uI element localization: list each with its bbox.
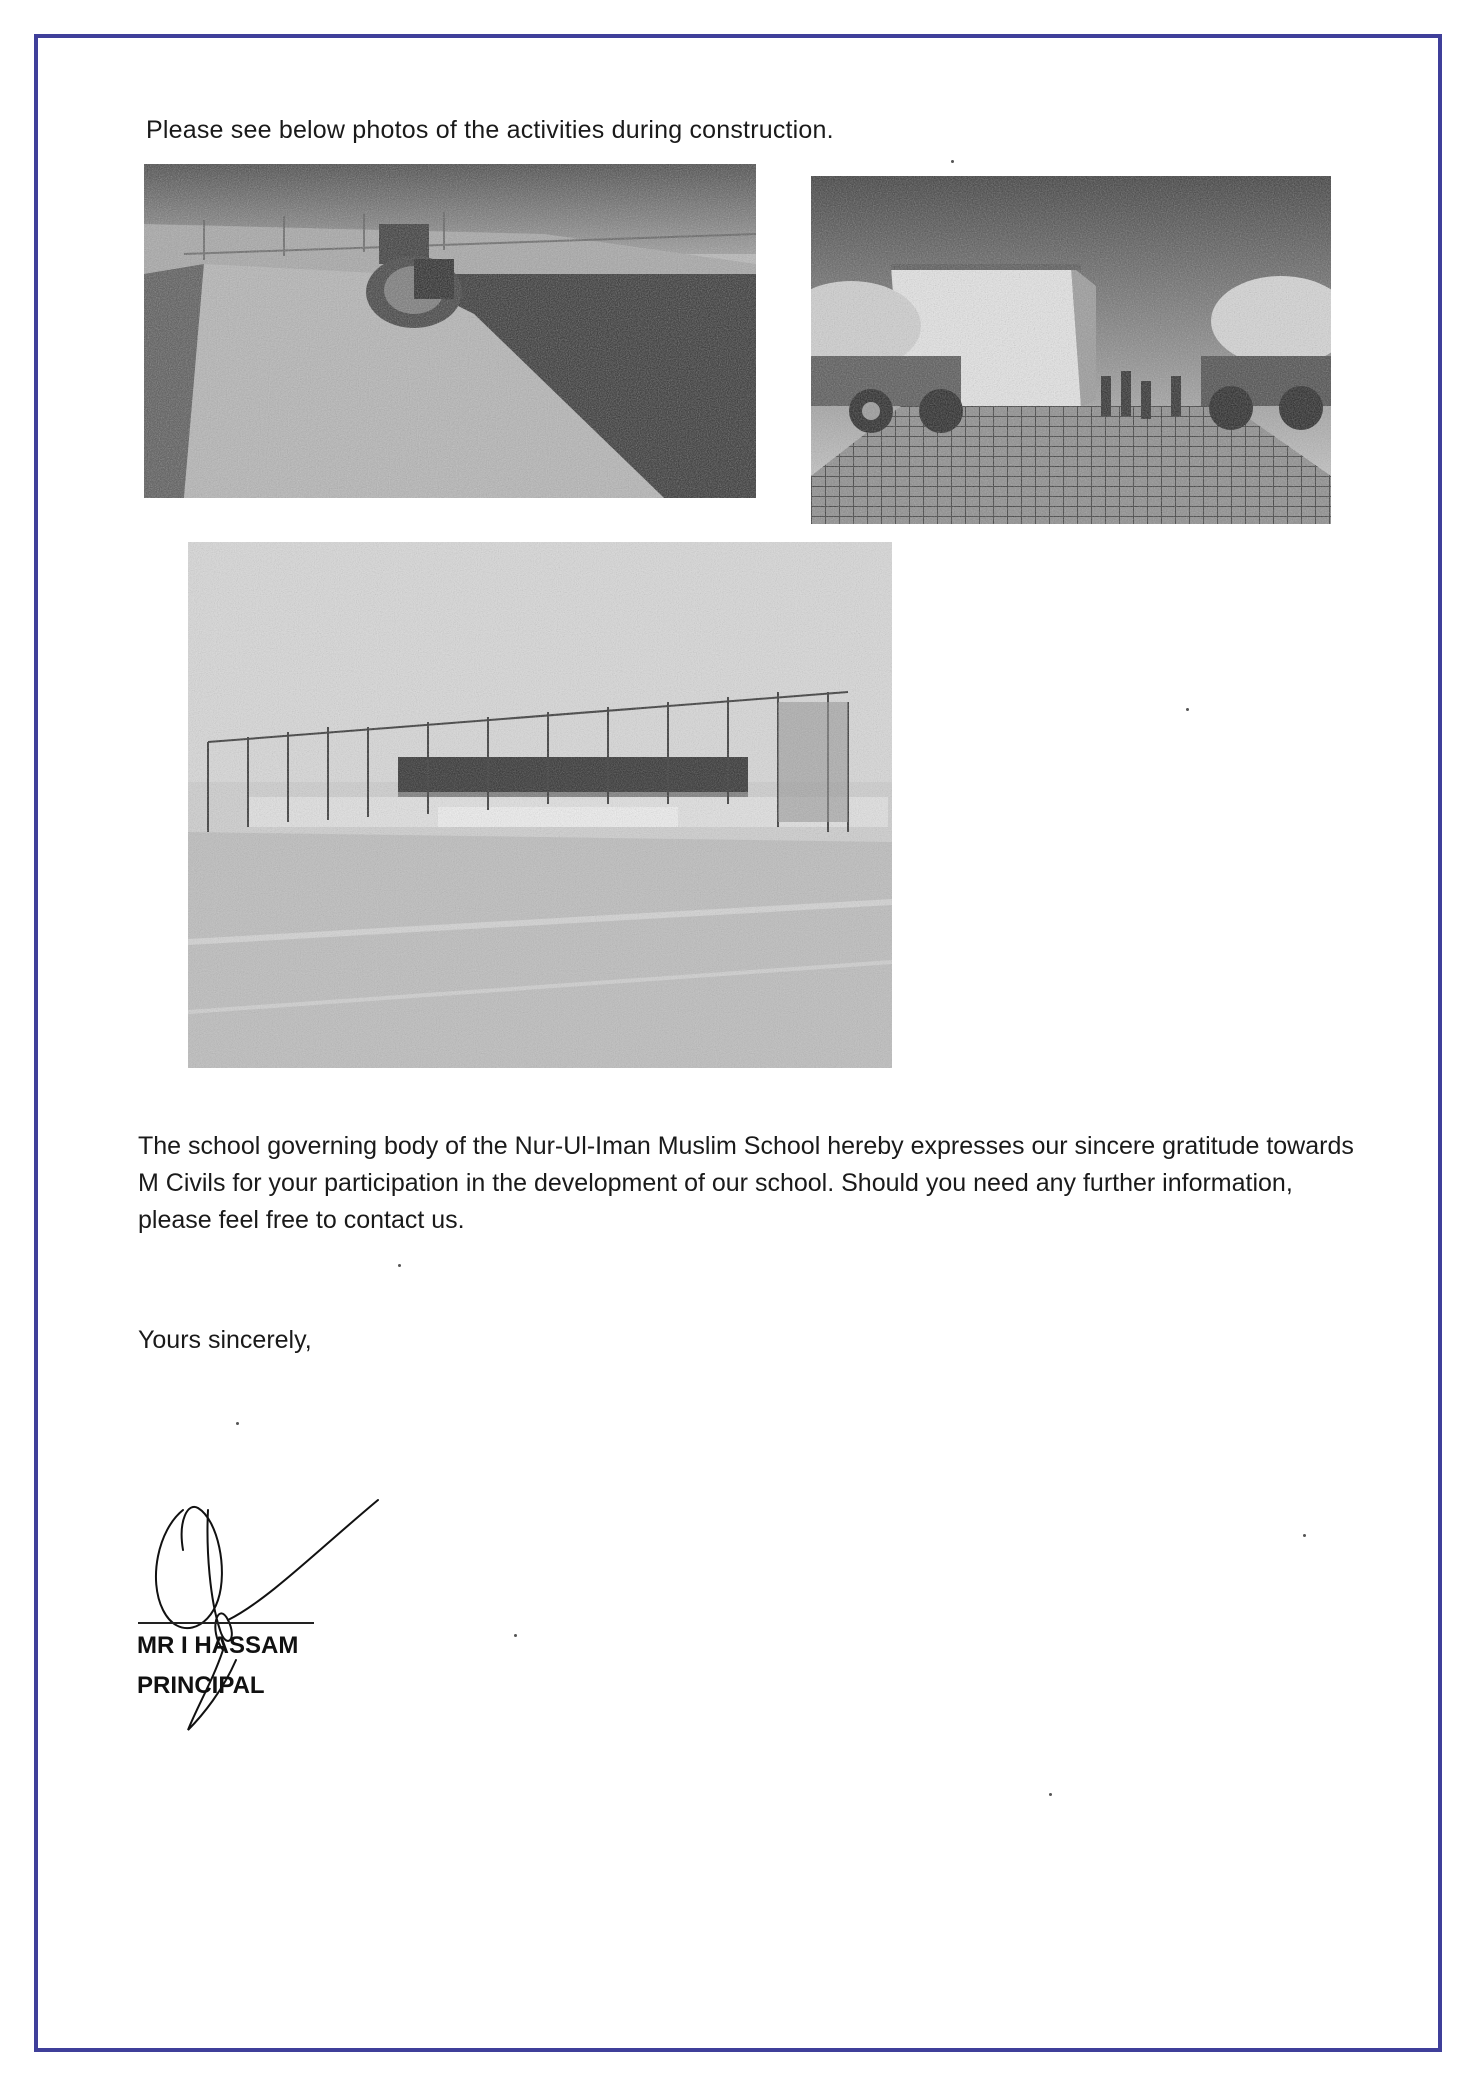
intro-text: Please see below photos of the activities during construction. bbox=[146, 116, 834, 144]
signer-title: PRINCIPAL bbox=[137, 1672, 265, 1699]
signer-name: MR I HASSAM bbox=[137, 1632, 299, 1659]
handwritten-signature bbox=[128, 1490, 408, 1740]
scan-speck bbox=[236, 1422, 239, 1425]
scan-speck bbox=[1303, 1534, 1306, 1537]
concrete-trucks-photo bbox=[811, 176, 1331, 524]
scan-speck bbox=[514, 1634, 517, 1637]
construction-roller-photo bbox=[144, 164, 756, 498]
scan-speck bbox=[1049, 1793, 1052, 1796]
gratitude-paragraph: The school governing body of the Nur-Ul-Iman Muslim School hereby expresses our sincere gratitude towards M Civils for your participation in the development of our school. Should you need any further information, please feel free to contact us. bbox=[138, 1132, 1354, 1234]
scan-speck bbox=[398, 1264, 401, 1267]
completed-building-photo bbox=[188, 542, 892, 1068]
closing-salutation: Yours sincerely, bbox=[138, 1326, 312, 1354]
scan-speck bbox=[951, 160, 954, 163]
signature-line bbox=[138, 1622, 314, 1624]
scan-speck bbox=[1186, 708, 1189, 711]
